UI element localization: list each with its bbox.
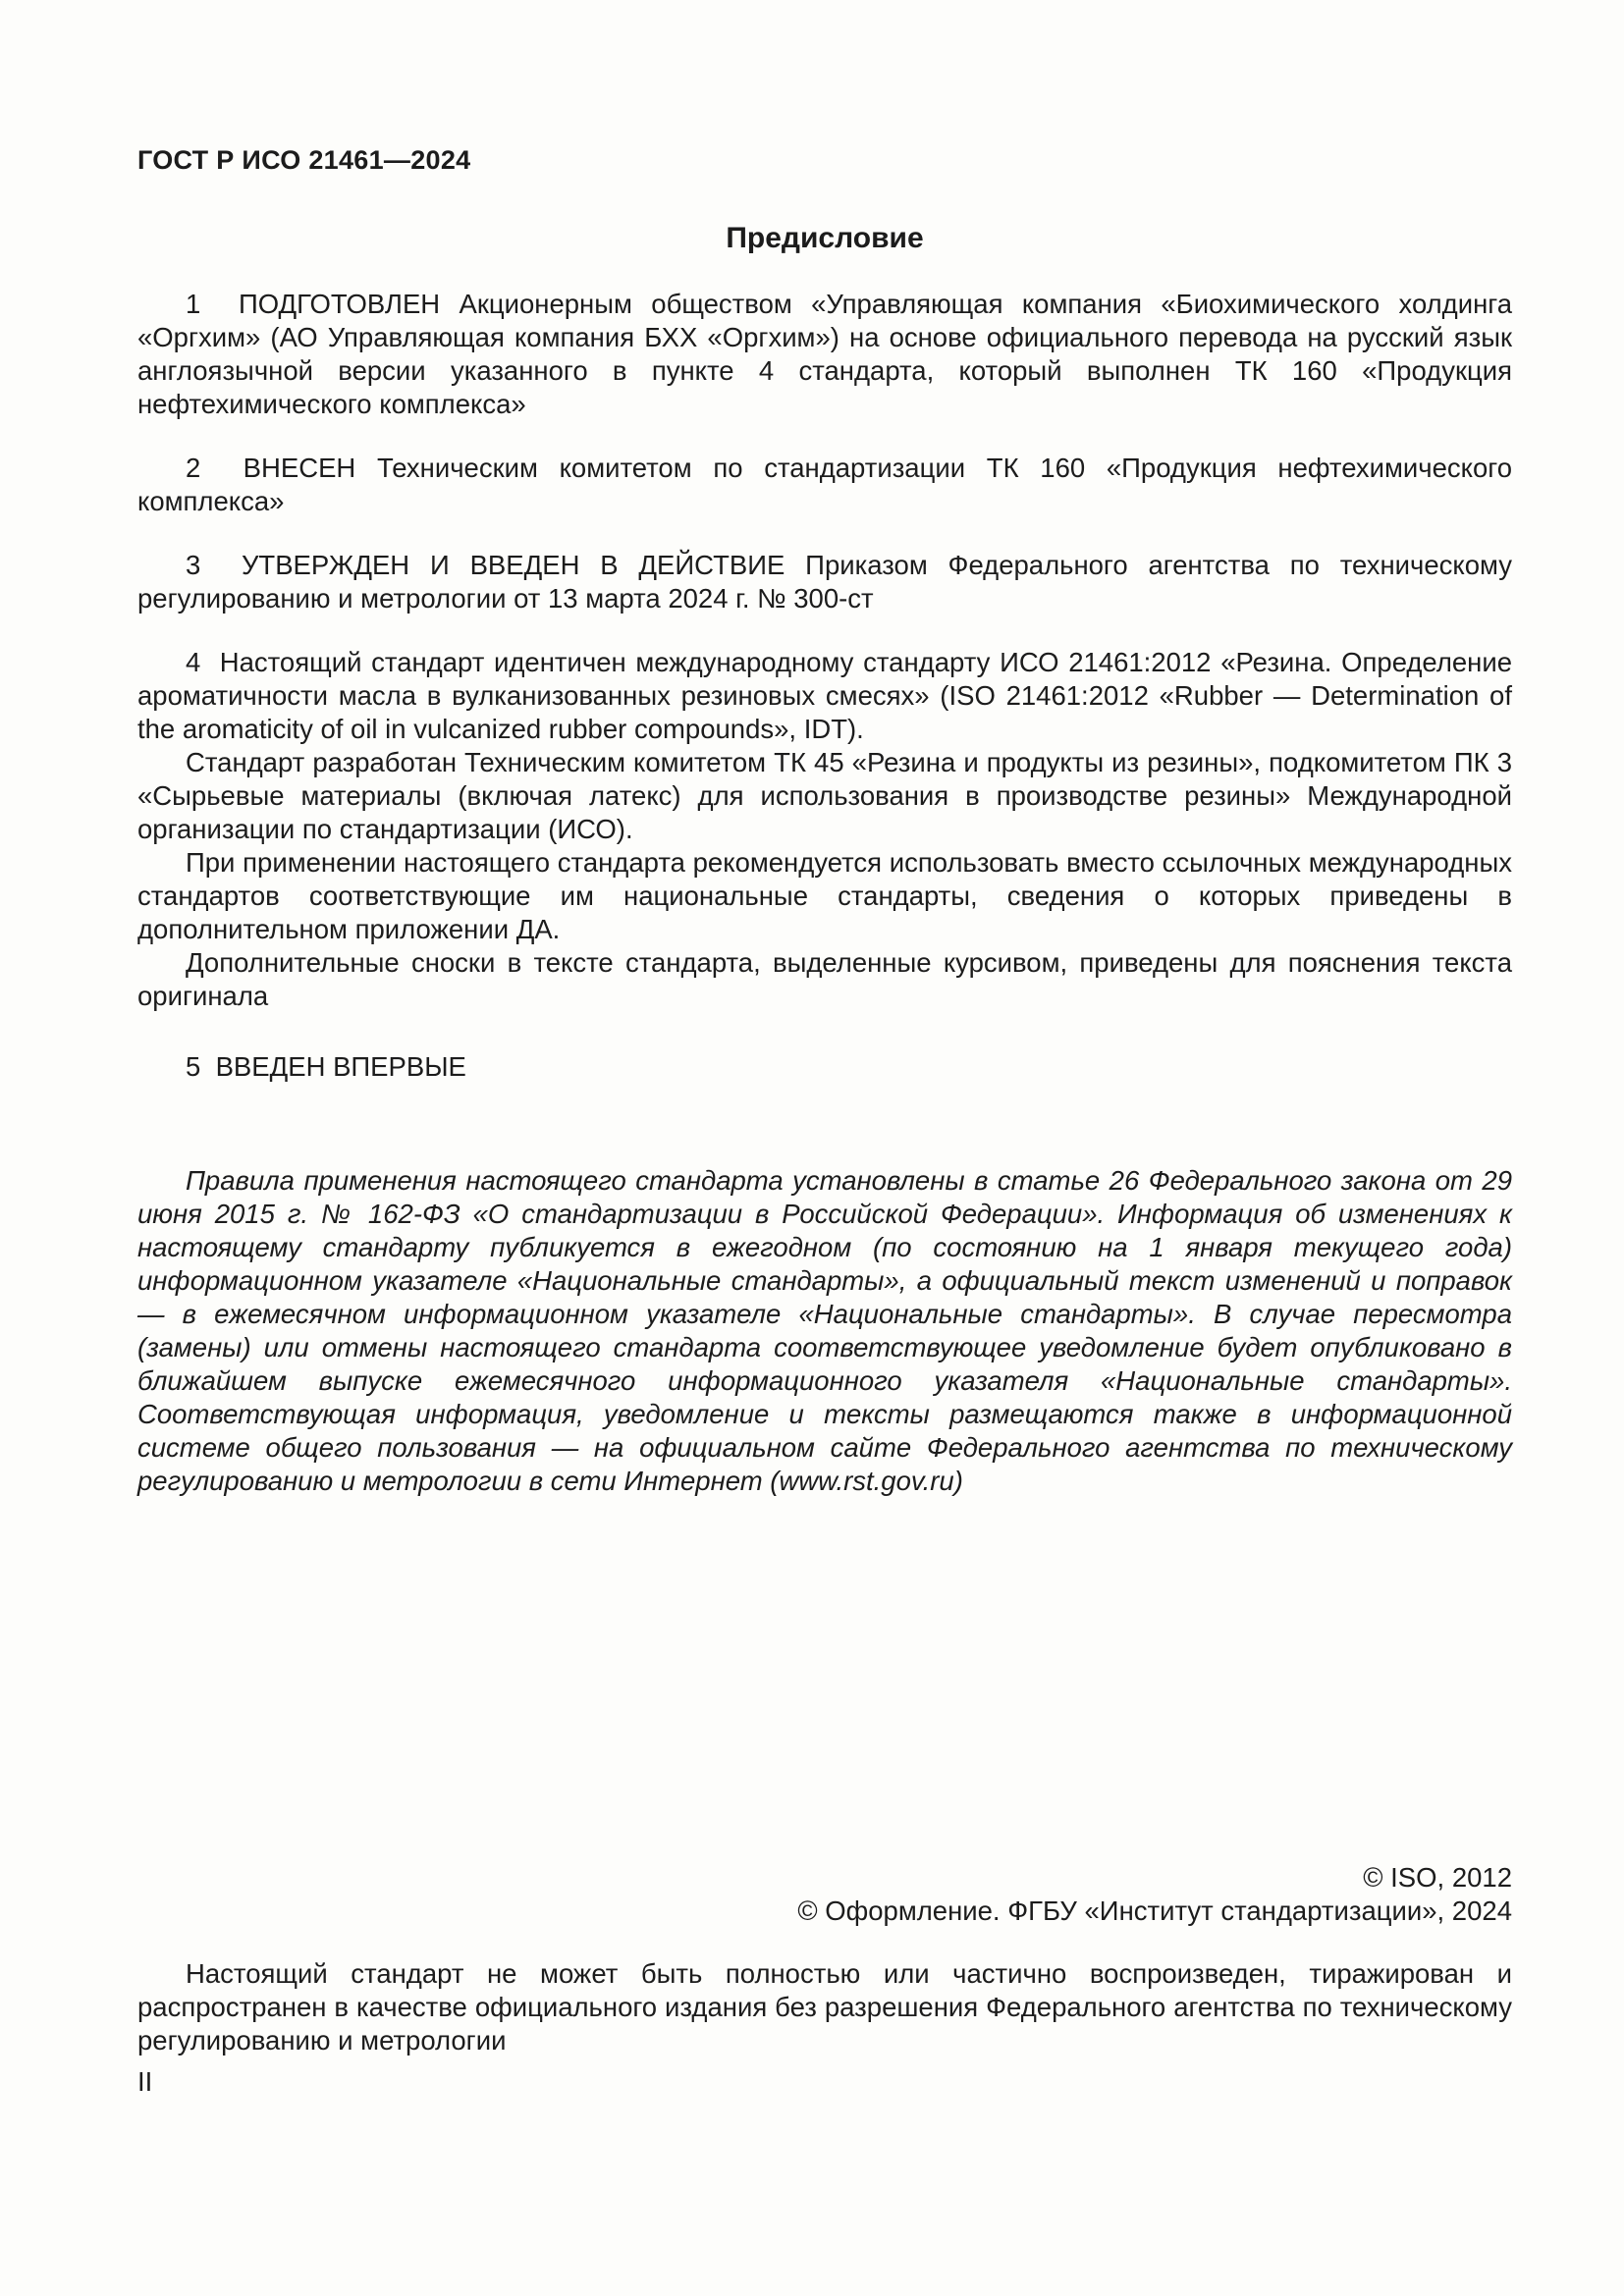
foreword-item-2: 2 ВНЕСЕН Техническим комитетом по стандартизации ТК 160 «Продукция нефтехимического комплекса» — [137, 453, 1512, 516]
document-header: ГОСТ Р ИСО 21461—2024 — [137, 145, 471, 175]
page-content — [137, 143, 1512, 2099]
copyright-iso: © ISO, 2012 — [1363, 1862, 1512, 1893]
legal-notice-text: Правила применения настоящего стандарта установлены в статье 26 Федерального закона от 29 июня 2015 г. № 162-ФЗ «О стандартизации в Российской Федерации». Информация об изменениях к настоящему стандарту публикуется в ежегодном (по состоянию на 1 января текущего года) информационном указателе «Национальные стандарты», а официальный текст изменений и поправок — в ежемесячном информационном указателе «Национальные стандарты». В случае пересмотра (замены) или отмены настоящего стандарта соответствующее уведомление будет опубликовано в ближайшем выпуске ежемесячного информационного указателя «Национальные стандарты». Соответствующая информация, уведомление и тексты размещаются также в информационной системе общего пользования — на официальном сайте Федерального агентства по техническому регулированию и метрологии в сети Интернет (www.rst.gov.ru) — [137, 1165, 1512, 1496]
foreword-item-1: 1 ПОДГОТОВЛЕН Акционерным обществом «Управляющая компания «Биохимического холдинга «Оргхим» (АО Управляющая компания БХХ «Оргхим») на основе официального перевода на русский язык англоязычной версии указанного в пункте 4 стандарта, который выполнен ТК 160 «Продукция нефтехимического комплекса» — [137, 289, 1512, 419]
foreword-item-4-continued-1: Стандарт разработан Техническим комитетом ТК 45 «Резина и продукты из резины», подкомитетом ПК 3 «Сырьевые материалы (включая латекс) для использования в производстве резины» Международной организации по стандартизации (ИСО). — [137, 747, 1512, 844]
foreword-item-3: 3 УТВЕРЖДЕН И ВВЕДЕН В ДЕЙСТВИЕ Приказом Федерального агентства по техническому регулированию и метрологии от 13 марта 2024 г. № 300-ст — [137, 550, 1512, 614]
foreword-item-4-continued-2: При применении настоящего стандарта рекомендуется использовать вместо ссылочных международных стандартов соответствующие им национальные стандарты, сведения о которых приведены в дополнительном приложении ДА. — [137, 847, 1512, 944]
copyright-block — [137, 1861, 1512, 1928]
copyright-design: © Оформление. ФГБУ «Институт стандартизации», 2024 — [797, 1896, 1512, 1926]
reproduction-restriction: Настоящий стандарт не может быть полностью или частично воспроизведен, тиражирован и распространен в качестве официального издания без разрешения Федерального агентства по техническому регулированию и метрологии — [137, 1958, 1512, 2056]
foreword-item-4-continued-3: Дополнительные сноски в тексте стандарта, выделенные курсивом, приведены для пояснения текста оригинала — [137, 947, 1512, 1011]
foreword-item-4: 4 Настоящий стандарт идентичен международному стандарту ИСО 21461:2012 «Резина. Определение ароматичности масла в вулканизованных резиновых смесях» (ISO 21461:2012 «Rubber — Determination of the aromaticity of oil in vulcanized rubber compounds», IDT). — [137, 647, 1512, 744]
page-number: II — [137, 2066, 153, 2097]
legal-notice-block — [137, 1164, 1512, 1498]
foreword-item-5: 5 ВВЕДЕН ВПЕРВЫЕ — [186, 1051, 466, 1082]
page-title: Предисловие — [726, 222, 924, 254]
